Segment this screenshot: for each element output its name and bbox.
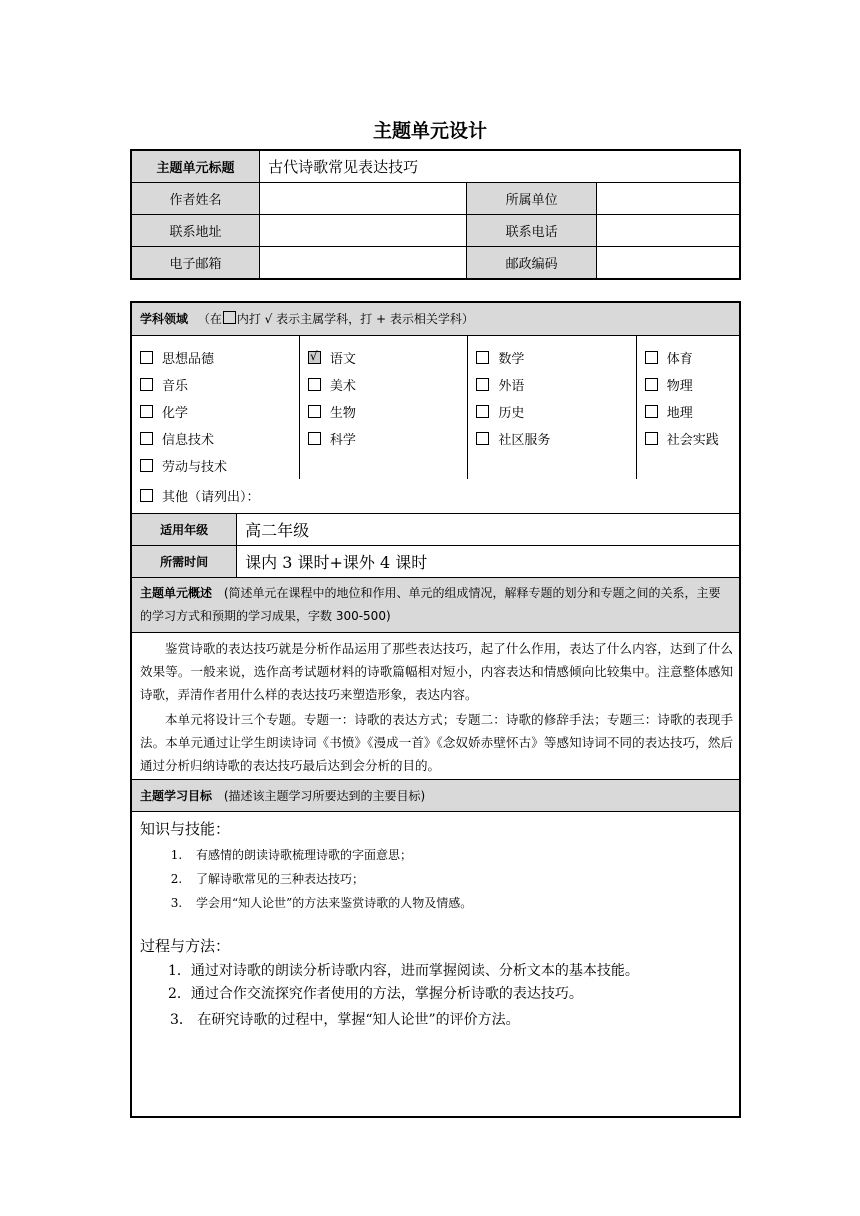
checkbox-icon[interactable]	[140, 489, 153, 502]
subject-name: 语文	[329, 351, 356, 367]
checkbox-icon[interactable]	[140, 378, 153, 391]
checkbox-icon[interactable]	[308, 432, 321, 445]
subject-column-3	[468, 335, 636, 479]
subject-option[interactable]	[645, 344, 739, 371]
postcode-label: 邮政编码	[467, 247, 597, 280]
overview-label: 主题单元概述	[140, 585, 213, 600]
subject-name: 社区服务	[498, 432, 551, 448]
process-heading: 过程与方法：	[140, 936, 231, 955]
subject-option[interactable]	[476, 398, 635, 425]
checkbox-icon[interactable]	[645, 432, 658, 445]
subject-name: 科学	[329, 432, 356, 448]
grade-label: 适用年级	[131, 513, 237, 545]
checkbox-icon[interactable]	[645, 351, 658, 364]
email-field[interactable]	[260, 247, 467, 280]
time-label: 所需时间	[131, 545, 237, 577]
subject-header	[131, 302, 740, 335]
checked-checkbox-icon[interactable]	[308, 351, 321, 364]
subject-header-note-b: 内打 √ 表示主属学科，打 + 表示相关学科）	[236, 312, 474, 327]
organization-label: 所属单位	[467, 183, 597, 215]
subject-header-note-a: （在	[197, 312, 222, 327]
subject-header-label: 学科领域	[140, 312, 189, 327]
subject-option[interactable]	[140, 452, 299, 479]
subject-option[interactable]	[476, 344, 635, 371]
checkbox-icon[interactable]	[476, 351, 489, 364]
subject-name: 物理	[666, 378, 693, 394]
page-title: 主题单元设计	[372, 120, 487, 142]
list-item: 1. 有感情的朗读诗歌梳理诗歌的字面意思；	[186, 843, 731, 867]
checkbox-icon[interactable]	[476, 432, 489, 445]
process-list	[140, 960, 731, 1032]
knowledge-heading: 知识与技能：	[140, 819, 231, 838]
overview-paragraph: 鉴赏诗歌的表达技巧就是分析作品运用了那些表达技巧，起了什么作用，表达了什么内容，达到了什么效果等。一般来说，选作高考试题材料的诗歌篇幅相对短小，内容表达和情感倾向比较集中。注意整体感知诗歌，弄清作者用什么样的表达技巧来塑造形象，表达内容。	[140, 640, 733, 702]
subject-option[interactable]	[645, 371, 739, 398]
subject-name: 历史	[498, 405, 525, 421]
subject-name: 化学	[162, 405, 189, 421]
checkbox-icon[interactable]	[140, 351, 153, 364]
checkbox-icon[interactable]	[645, 378, 658, 391]
overview-paragraph: 本单元将设计三个专题。专题一：诗歌的表达方式；专题二：诗歌的修辞手法；专题三：诗歌的表现手法。本单元通过让学生朗读诗词《书愤》《漫成一首》《念奴娇赤壁怀古》等感知诗词不同的表达技巧，然后通过分析归纳诗歌的表达技巧最后达到会分析的目的。	[140, 711, 733, 773]
subject-option[interactable]	[476, 371, 635, 398]
list-item: 3. 学会用“知人论世”的方法来鉴赏诗歌的人物及情感。	[186, 891, 731, 915]
checkbox-icon[interactable]	[140, 405, 153, 418]
subject-option[interactable]	[308, 344, 467, 371]
list-item: 2．通过合作交流探究作者使用的方法，掌握分析诗歌的表达技巧。	[168, 985, 583, 1002]
checkbox-icon[interactable]	[645, 405, 658, 418]
overview-note: (简述单元在课程中的地位和作用、单元的组成情况，解释专题的划分和专题之间的关系，主要的学习方式和预期的学习成果，字数 300-500)	[140, 585, 721, 623]
subject-option[interactable]	[140, 425, 299, 452]
subject-name: 数学	[498, 351, 525, 367]
unit-title-value[interactable]: 古代诗歌常见表达技巧	[260, 150, 740, 183]
goals-content[interactable]	[131, 811, 740, 1117]
subject-name: 地理	[666, 405, 693, 421]
subject-name: 体育	[666, 351, 693, 367]
subject-name: 音乐	[162, 378, 189, 394]
subject-option[interactable]	[140, 371, 299, 398]
time-value[interactable]: 课内 3 课时+课外 4 课时	[237, 545, 740, 577]
email-label: 电子邮箱	[131, 247, 260, 280]
goals-label: 主题学习目标	[140, 788, 213, 803]
subject-name: 外语	[498, 378, 525, 394]
address-label: 联系地址	[131, 215, 260, 247]
list-item: 2. 了解诗歌常见的三种表达技巧；	[186, 867, 731, 891]
subject-name: 美术	[329, 378, 356, 394]
subject-option[interactable]	[140, 344, 299, 371]
other-subject-row	[131, 479, 740, 514]
subject-option[interactable]	[140, 398, 299, 425]
checkbox-icon[interactable]	[308, 378, 321, 391]
subject-column-1	[131, 335, 299, 479]
address-field[interactable]	[260, 215, 467, 247]
phone-label: 联系电话	[467, 215, 597, 247]
info-table	[130, 149, 741, 280]
organization-field[interactable]	[596, 183, 740, 215]
design-table	[130, 301, 741, 1118]
checkbox-icon	[223, 311, 236, 324]
subject-name: 思想品德	[162, 351, 215, 367]
subject-option[interactable]	[308, 398, 467, 425]
knowledge-list	[140, 843, 731, 915]
overview-header	[131, 577, 740, 632]
subject-column-4	[636, 335, 740, 479]
other-subject-label: 其他（请列出）：	[162, 490, 260, 505]
subject-name: 信息技术	[162, 432, 215, 448]
subject-name: 劳动与技术	[162, 459, 228, 475]
grade-value[interactable]: 高二年级	[237, 513, 740, 545]
goals-note: (描述该主题学习所要达到的主要目标)	[223, 788, 426, 803]
subject-option[interactable]	[645, 425, 739, 452]
subject-option[interactable]	[308, 371, 467, 398]
goals-header	[131, 779, 740, 811]
checkbox-icon[interactable]	[476, 405, 489, 418]
checkbox-icon[interactable]	[308, 405, 321, 418]
subject-column-2	[299, 335, 467, 479]
overview-content[interactable]	[131, 632, 740, 779]
postcode-field[interactable]	[596, 247, 740, 280]
subject-option[interactable]	[476, 425, 635, 452]
phone-field[interactable]	[596, 215, 740, 247]
unit-title-label: 主题单元标题	[131, 150, 260, 183]
author-name-label: 作者姓名	[131, 183, 260, 215]
list-item: 1．通过对诗歌的朗读分析诗歌内容，进而掌握阅读、分析文本的基本技能。	[168, 962, 639, 979]
checkbox-icon[interactable]	[140, 432, 153, 445]
subject-name: 社会实践	[666, 432, 719, 448]
subject-name: 生物	[329, 405, 356, 421]
subject-option[interactable]	[308, 425, 467, 452]
checkbox-icon[interactable]	[476, 378, 489, 391]
list-item: 3． 在研究诗歌的过程中，掌握“知人论世”的评价方法。	[170, 1011, 520, 1028]
author-name-field[interactable]	[260, 183, 467, 215]
subject-option[interactable]	[645, 398, 739, 425]
checkbox-icon[interactable]	[140, 459, 153, 472]
other-subject-option[interactable]	[132, 479, 739, 513]
